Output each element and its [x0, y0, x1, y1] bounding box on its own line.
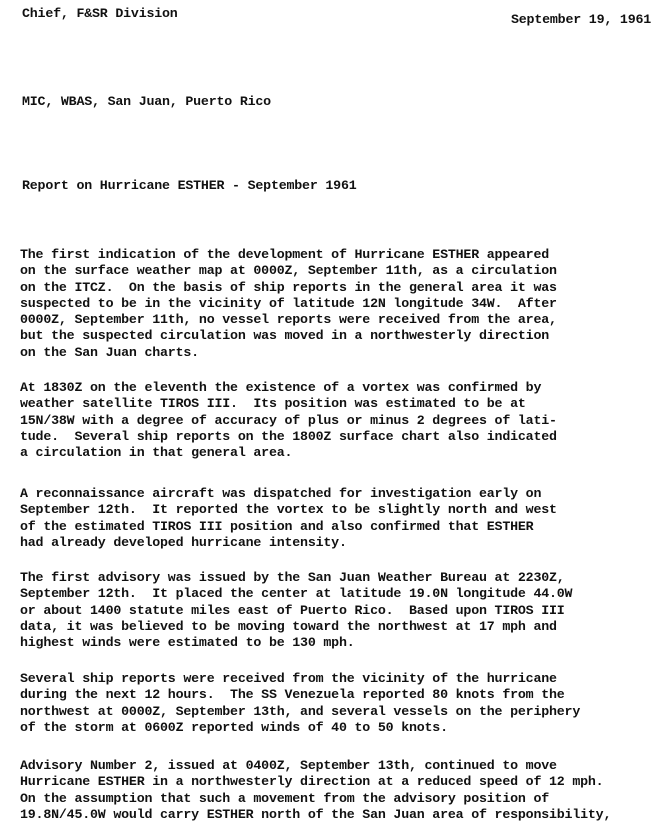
text-line: A reconnaissance aircraft was dispatched for investigation early on: [20, 486, 542, 501]
text-line: highest winds were estimated to be 130 mph.: [20, 635, 355, 651]
paragraph-first-advisory: [20, 570, 670, 651]
text-line: but the suspected circulation was moved in a northwesterly direction: [20, 328, 550, 344]
memo-to: MIC, WBAS, San Juan, Puerto Rico: [22, 94, 271, 109]
text-line: 15N/38W with a degree of accuracy of plus or minus 2 degrees of lati-: [20, 412, 557, 428]
text-line: during the next 12 hours. The SS Venezuela reported 80 knots from the: [20, 687, 565, 703]
text-line: or about 1400 statute miles east of Puerto Rico. Based upon TIROS III: [20, 602, 565, 618]
text-line: northwest at 0000Z, September 13th, and several vessels on the periphery: [20, 703, 581, 719]
text-line: 19.8N/45.0W would carry ESTHER north of the San Juan area of responsibility,: [20, 806, 612, 822]
text-line: on the ITCZ. On the basis of ship reports in the general area it was: [20, 279, 557, 295]
memo-subject: Report on Hurricane ESTHER - September 1961: [22, 178, 357, 193]
paragraph-reconnaissance: [20, 486, 670, 551]
text-line: September 12th. It reported the vortex to be slightly north and west: [20, 502, 557, 518]
text-line: data, it was believed to be moving toward the northwest at 17 mph and: [20, 618, 557, 634]
paragraph-vortex-confirmed: [20, 380, 670, 461]
memo-from: Chief, F&SR Division: [22, 6, 178, 21]
text-line: on the San Juan charts.: [20, 344, 199, 360]
text-line: on the surface weather map at 0000Z, September 11th, as a circulation: [20, 263, 557, 279]
memo-date: September 19, 1961: [511, 12, 652, 27]
text-line: At 1830Z on the eleventh the existence of a vortex was confirmed by: [20, 380, 542, 395]
text-line: The first advisory was issued by the San Juan Weather Bureau at 2230Z,: [20, 570, 565, 585]
text-line: had already developed hurricane intensity.: [20, 534, 347, 550]
paragraph-advisory-number-2: [20, 758, 670, 823]
text-line: 0000Z, September 11th, no vessel reports were received from the area,: [20, 312, 557, 328]
text-line: Hurricane ESTHER in a northwesterly direction at a reduced speed of 12 mph.: [20, 774, 604, 790]
text-line: of the storm at 0600Z reported winds of 40 to 50 knots.: [20, 719, 448, 735]
text-line: weather satellite TIROS III. Its position was estimated to be at: [20, 396, 526, 412]
text-line: September 12th. It placed the center at latitude 19.0N longitude 44.0W: [20, 586, 573, 602]
text-line: tude. Several ship reports on the 1800Z surface chart also indicated: [20, 428, 557, 444]
paragraph-first-indication: [20, 247, 670, 361]
text-line: suspected to be in the vicinity of latitude 12N longitude 34W. After: [20, 295, 557, 311]
text-line: a circulation in that general area.: [20, 445, 293, 461]
text-line: Several ship reports were received from the vicinity of the hurricane: [20, 671, 557, 686]
paragraph-ship-reports: [20, 671, 670, 736]
text-line: of the estimated TIROS III position and also confirmed that ESTHER: [20, 518, 534, 534]
text-line: Advisory Number 2, issued at 0400Z, September 13th, continued to move: [20, 758, 557, 773]
text-line: On the assumption that such a movement from the advisory position of: [20, 790, 550, 806]
text-line: The first indication of the development of Hurricane ESTHER appeared: [20, 247, 550, 262]
